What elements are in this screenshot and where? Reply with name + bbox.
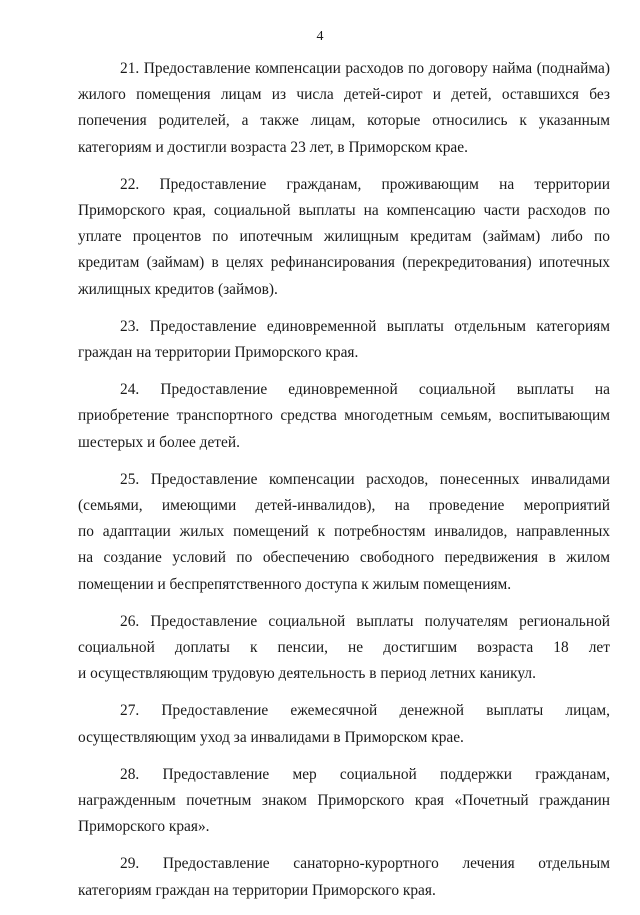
text-line: шестерых и более детей. — [78, 433, 240, 451]
text-line: приобретение транспортного средства многодетным семьям, воспитывающим — [78, 407, 610, 425]
text-line: категориям и достигли возраста 23 лет, в Приморском крае. — [78, 138, 468, 156]
text-line: и осуществляющим трудовую деятельность в период летних каникул. — [78, 665, 536, 683]
text-line: 22. Предоставление гражданам, проживающим на территории — [120, 175, 610, 193]
list-item-28 — [78, 762, 610, 841]
text-line: Приморского края». — [78, 818, 210, 836]
text-line: по адаптации жилых помещений к потребностям инвалидов, направленных — [78, 523, 610, 541]
text-line: 25. Предоставление компенсации расходов, понесенных инвалидами — [120, 470, 610, 488]
list-item-29 — [78, 851, 610, 903]
text-line: попечения родителей, а также лицам, которые относились к указанным — [78, 112, 610, 130]
text-line: жилого помещения лицам из числа детей-сирот и детей, оставшихся без — [78, 86, 610, 104]
text-line: 27. Предоставление ежемесячной денежной выплаты лицам, — [120, 702, 610, 720]
text-line: социальной доплаты к пенсии, не достигшим возраста 18 лет — [78, 639, 610, 657]
list-item-26 — [78, 609, 610, 688]
text-line: 26. Предоставление социальной выплаты получателям региональной — [120, 612, 610, 630]
text-line: осуществляющим уход за инвалидами в Приморском крае. — [78, 728, 464, 746]
text-line: 28. Предоставление мер социальной поддержки гражданам, — [120, 765, 610, 783]
page-number: 4 — [316, 29, 324, 44]
text-line: 24. Предоставление единовременной социальной выплаты на — [120, 381, 610, 399]
text-line: награжденным почетным знаком Приморского края «Почетный гражданин — [78, 792, 610, 810]
text-line: помещении и беспрепятственного доступа к жилым помещениям. — [78, 575, 512, 593]
text-line: 21. Предоставление компенсации расходов по договору найма (поднайма) — [120, 60, 610, 77]
text-line: 23. Предоставление единовременной выплаты отдельным категориям — [120, 317, 610, 335]
list-item-25 — [78, 467, 610, 598]
document-body — [78, 56, 610, 915]
list-item-22 — [78, 172, 610, 303]
text-line: 29. Предоставление санаторно-курортного лечения отдельным — [120, 855, 610, 873]
text-line: на создание условий по обеспечению свободного передвижения в жилом — [78, 549, 610, 567]
text-line: кредитам (займам) в целях рефинансирования (перекредитования) ипотечных — [78, 254, 610, 272]
text-line: Приморского края, социальной выплаты на компенсацию части расходов по — [78, 202, 610, 220]
text-line: уплате процентов по ипотечным жилищным кредитам (займам) либо по — [78, 228, 610, 246]
text-line: граждан на территории Приморского края. — [78, 344, 359, 362]
list-item-27 — [78, 698, 610, 750]
list-item-23 — [78, 314, 610, 366]
text-line: жилищных кредитов (займов). — [78, 280, 278, 298]
text-line: (семьями, имеющими детей-инвалидов), на проведение мероприятий — [78, 497, 610, 515]
list-item-21 — [78, 56, 610, 161]
text-line: категориям граждан на территории Приморского края. — [78, 881, 436, 899]
list-item-24 — [78, 377, 610, 456]
